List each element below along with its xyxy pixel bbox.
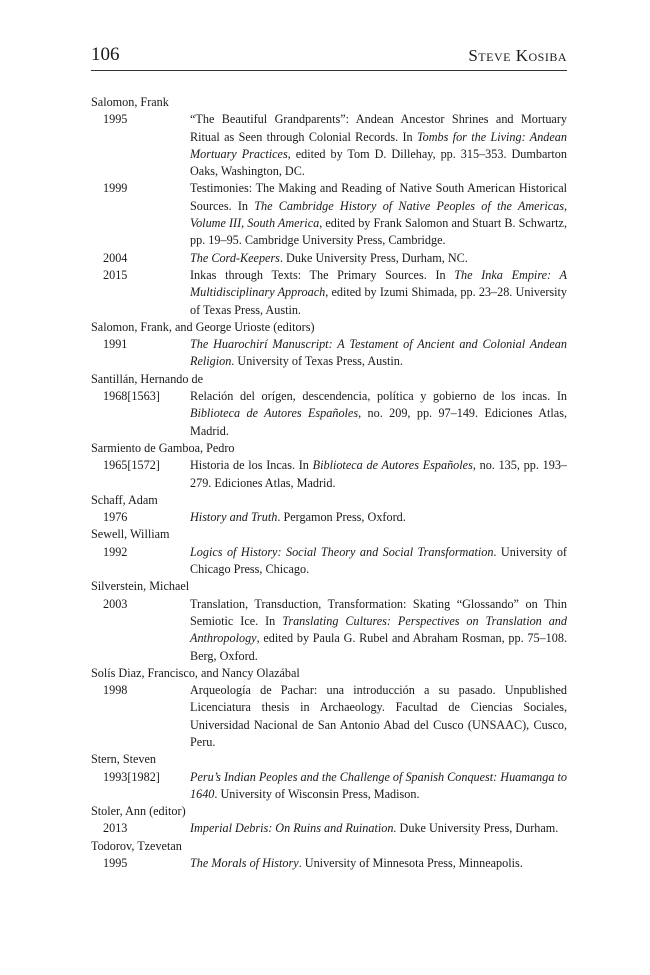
citation-text: Historia de los Incas. In — [190, 458, 313, 473]
reference-year: 2013 — [103, 821, 128, 836]
citation-title: History and Truth — [190, 510, 278, 525]
citation-text: . University of Wisconsin Press, Madison. — [214, 786, 420, 801]
reference-citation — [190, 250, 567, 267]
reference-entry — [91, 509, 567, 526]
citation-text: Arqueología de Pachar: una introducción a su pasado. Unpublished Licenciatura thesis in Archaeology. Facultad de Ciencias Sociales, Universidad Nacional de San Antonio Abad del Cusco (UNSAAC), Cusco, Peru. — [190, 683, 567, 749]
reference-year: 1995 — [103, 112, 128, 127]
citation-title: The Huarochirí Manuscript: A Testament of Ancient and Colonial Andean Religion — [190, 337, 567, 369]
reference-author: Stern, Steven — [91, 752, 156, 767]
reference-author: Silverstein, Michael — [91, 579, 190, 594]
citation-title: Imperial Debris: On Ruins and Ruination. — [190, 821, 397, 836]
reference-year: 2015 — [103, 267, 128, 282]
reference-author: Stoler, Ann (editor) — [91, 804, 186, 819]
citation-text: . University of Texas Press, Austin. — [231, 354, 403, 369]
page-header — [91, 44, 567, 71]
citation-text: . University of Minnesota Press, Minneapolis. — [298, 856, 523, 871]
citation-text: Inkas through Texts: The Primary Sources. In — [190, 267, 455, 282]
reference-entry — [91, 820, 567, 837]
page-number: 106 — [91, 44, 120, 65]
citation-text: , no. 209, pp. 97–149. Ediciones Atlas, Madrid. — [190, 406, 567, 438]
reference-entry — [91, 388, 567, 440]
citation-text: Testimonies: The Making and Reading of Native South American Historical Sources. In — [190, 181, 567, 213]
reference-entry — [91, 855, 567, 872]
citation-title: Tombs for the Living: Andean Mortuary Practices — [190, 129, 567, 161]
reference-author: Santillán, Hernando de — [91, 371, 204, 386]
reference-year: 1965[1572] — [103, 458, 160, 473]
reference-citation — [190, 682, 567, 751]
reference-citation — [190, 336, 567, 371]
citation-text: , edited by Frank Salomon and Stuart B. Schwartz, pp. 19–95. Cambridge University Press, Cambridge. — [190, 216, 567, 248]
reference-entry — [91, 250, 567, 267]
citation-title: The Cord-Keepers — [190, 250, 280, 265]
reference-citation — [190, 769, 567, 804]
citation-title: Biblioteca de Autores Españoles — [190, 406, 359, 421]
reference-citation — [190, 180, 567, 249]
reference-entry — [91, 596, 567, 665]
citation-text: , edited by Tom D. Dillehay, pp. 315–353. Dumbarton Oaks, Washington, DC. — [190, 146, 567, 179]
reference-year: 1999 — [103, 181, 128, 196]
reference-citation — [190, 820, 567, 837]
reference-entry — [91, 267, 567, 319]
reference-entry — [91, 544, 567, 579]
reference-author: Salomon, Frank — [91, 95, 169, 109]
reference-author: Todorov, Tzevetan — [91, 838, 182, 853]
citation-text: “The Beautiful Grandparents”: Andean Ancestor Shrines and Mortuary Ritual as Seen through Colonial Records. In — [190, 112, 567, 144]
reference-entry — [91, 457, 567, 492]
reference-year: 2004 — [103, 250, 128, 265]
citation-title: Biblioteca de Autores Españoles — [312, 458, 473, 473]
reference-citation — [190, 111, 567, 180]
reference-list — [91, 94, 567, 872]
reference-year: 1992 — [103, 544, 128, 559]
reference-citation — [190, 855, 567, 872]
reference-citation — [190, 544, 567, 579]
reference-entry — [91, 682, 567, 751]
reference-author: Sarmiento de Gamboa, Pedro — [91, 440, 235, 455]
reference-citation — [190, 457, 567, 492]
citation-title: The Inka Empire: A Multidisciplinary Approach — [190, 267, 567, 300]
citation-title: The Morals of History — [190, 856, 299, 871]
reference-entry — [91, 336, 567, 371]
citation-text: . University of Chicago Press, Chicago. — [190, 544, 567, 577]
reference-year: 2003 — [103, 596, 128, 611]
reference-entry — [91, 180, 567, 249]
citation-text: Relación del orígen, descendencia, política y gobierno de los incas. In — [190, 389, 567, 404]
reference-citation — [190, 267, 567, 319]
reference-author: Solís Diaz, Francisco, and Nancy Olazábal — [91, 665, 300, 680]
citation-text: Duke University Press, Durham. — [396, 821, 559, 836]
citation-text: Translation, Transduction, Transformation: Skating “Glossando” on Thin Semiotic Ice. In — [190, 596, 567, 628]
reference-year: 1995 — [103, 856, 128, 871]
citation-title: Peru’s Indian Peoples and the Challenge of Spanish Conquest: Huamanga to 1640 — [190, 769, 567, 801]
reference-entry — [91, 769, 567, 804]
citation-title: Translating Cultures: Perspectives on Translation and Anthropology — [190, 613, 567, 646]
reference-year: 1976 — [103, 510, 128, 525]
reference-citation — [190, 509, 567, 526]
reference-citation — [190, 596, 567, 665]
citation-text: , edited by Izumi Shimada, pp. 23–28. University of Texas Press, Austin. — [190, 285, 567, 317]
reference-year: 1998 — [103, 683, 128, 698]
citation-text: . Duke University Press, Durham, NC. — [279, 250, 468, 265]
reference-author: Schaff, Adam — [91, 492, 158, 507]
citation-title: The Cambridge History of Native Peoples of the Americas, Volume III, South America — [190, 198, 567, 231]
reference-year: 1968[1563] — [103, 389, 160, 404]
reference-year: 1991 — [103, 337, 128, 352]
citation-text: . Pergamon Press, Oxford. — [277, 510, 406, 525]
reference-entry — [91, 111, 567, 180]
citation-text: , no. 135, pp. 193–279. Ediciones Atlas, Madrid. — [190, 458, 568, 490]
reference-author: Sewell, William — [91, 527, 170, 542]
citation-text: , edited by Paula G. Rubel and Abraham Rosman, pp. 75–108. Berg, Oxford. — [190, 631, 567, 663]
reference-citation — [190, 388, 567, 440]
reference-author: Salomon, Frank, and George Urioste (editors) — [91, 319, 315, 334]
running-head: Steve Kosiba — [468, 46, 567, 65]
citation-title: Logics of History: Social Theory and Social Transformation — [190, 544, 494, 559]
reference-year: 1993[1982] — [103, 769, 160, 784]
